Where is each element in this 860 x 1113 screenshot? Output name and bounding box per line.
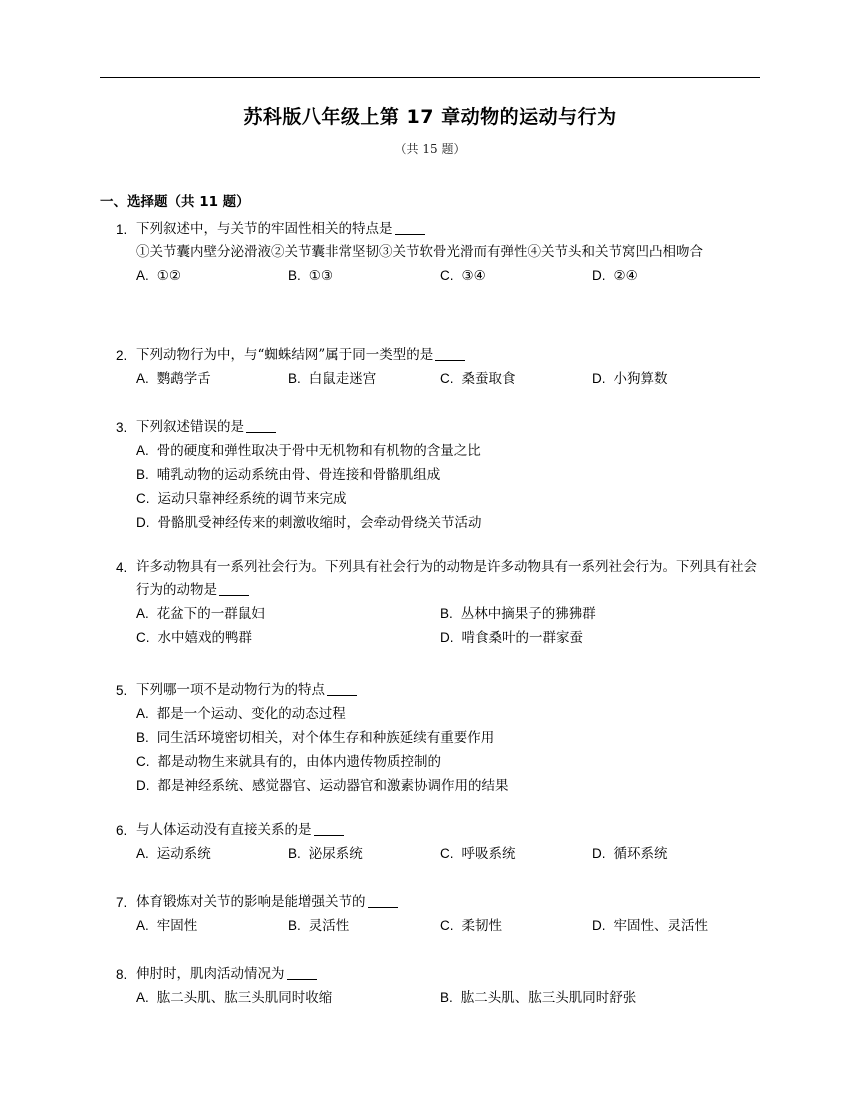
question-stem: 伸肘时，肌肉活动情况为 xyxy=(136,966,285,982)
option-b: B. 哺乳动物的运动系统由骨、骨连接和骨骼肌组成 xyxy=(136,467,441,483)
page-subtitle: （共 15 题） xyxy=(394,142,466,156)
option-d: D. 都是神经系统、感觉器官、运动器官和激素协调作用的结果 xyxy=(136,778,509,794)
header-rule xyxy=(100,77,760,78)
answer-blank xyxy=(395,220,425,235)
question-number: 3. xyxy=(116,420,128,435)
question-stem: 下列哪一项不是动物行为的特点 xyxy=(136,682,325,698)
option-a: A. 肱二头肌、肱三头肌同时收缩 xyxy=(136,990,333,1006)
question-6 xyxy=(116,819,766,866)
section-heading: 一、选择题（共 11 题） xyxy=(100,194,250,210)
option-a: A. 花盆下的一群鼠妇 xyxy=(136,606,265,622)
question-statements: ①关节囊内壁分泌滑液②关节囊非常坚韧③关节软骨光滑而有弹性④关节头和关节窝凹凸相吻合 xyxy=(136,244,703,260)
option-d: D. ②④ xyxy=(592,268,638,284)
option-d: D. 小狗算数 xyxy=(592,371,668,387)
option-d: D. 牢固性、灵活性 xyxy=(592,918,708,934)
question-2 xyxy=(116,344,766,391)
question-number: 6. xyxy=(116,823,128,838)
question-number: 2. xyxy=(116,348,128,363)
option-d: D. 啃食桑叶的一群家蚕 xyxy=(440,630,583,646)
option-b: B. 灵活性 xyxy=(288,918,350,934)
option-c: C. 呼吸系统 xyxy=(440,846,516,862)
answer-blank xyxy=(287,965,317,980)
question-7 xyxy=(116,891,766,938)
option-a: A. 都是一个运动、变化的动态过程 xyxy=(136,706,346,722)
option-a: A. 鹦鹉学舌 xyxy=(136,371,211,387)
question-stem: 下列叙述错误的是 xyxy=(136,419,244,435)
answer-blank xyxy=(219,581,249,596)
option-a: A. ①② xyxy=(136,268,181,284)
option-c: C. ③④ xyxy=(440,268,486,284)
question-4 xyxy=(116,556,766,650)
option-a: A. 骨的硬度和弹性取决于骨中无机物和有机物的含量之比 xyxy=(136,443,481,459)
option-b: B. ①③ xyxy=(288,268,333,284)
option-a: A. 运动系统 xyxy=(136,846,211,862)
answer-blank xyxy=(435,346,465,361)
question-number: 4. xyxy=(116,560,128,575)
question-number: 8. xyxy=(116,967,128,982)
question-stem: 体育锻炼对关节的影响是能增强关节的 xyxy=(136,894,366,910)
question-stem: 与人体运动没有直接关系的是 xyxy=(136,822,312,838)
question-1 xyxy=(116,218,766,288)
question-3 xyxy=(116,416,766,535)
option-d: D. 循环系统 xyxy=(592,846,668,862)
question-8 xyxy=(116,963,766,1010)
option-c: C. 柔韧性 xyxy=(440,918,502,934)
question-stem: 下列动物行为中，与“蜘蛛结网”属于同一类型的是 xyxy=(136,347,434,363)
option-c: C. 水中嬉戏的鸭群 xyxy=(136,630,252,646)
question-number: 1. xyxy=(116,222,128,237)
question-number: 7. xyxy=(116,895,128,910)
option-c: C. 都是动物生来就具有的，由体内遗传物质控制的 xyxy=(136,754,441,770)
option-b: B. 同生活环境密切相关，对个体生存和种族延续有重要作用 xyxy=(136,730,495,746)
answer-blank xyxy=(314,821,344,836)
option-c: C. 运动只靠神经系统的调节来完成 xyxy=(136,491,347,507)
option-b: B. 肱二头肌、肱三头肌同时舒张 xyxy=(440,990,637,1006)
option-b: B. 丛林中摘果子的狒狒群 xyxy=(440,606,596,622)
option-c: C. 桑蚕取食 xyxy=(440,371,516,387)
option-b: B. 泌尿系统 xyxy=(288,846,363,862)
question-number: 5. xyxy=(116,683,128,698)
page-title: 苏科版八年级上第 17 章动物的运动与行为 xyxy=(243,106,617,128)
option-b: B. 白鼠走迷宫 xyxy=(288,371,377,387)
option-a: A. 牢固性 xyxy=(136,918,198,934)
answer-blank xyxy=(246,418,276,433)
question-5 xyxy=(116,679,766,798)
answer-blank xyxy=(368,893,398,908)
question-stem: 下列叙述中，与关节的牢固性相关的特点是 xyxy=(136,221,393,237)
option-d: D. 骨骼肌受神经传来的刺激收缩时，会牵动骨绕关节活动 xyxy=(136,515,482,531)
answer-blank xyxy=(327,681,357,696)
question-stem: 许多动物具有一系列社会行为。下列具有社会行为的动物是许多动物具有一系列社会行为。下列具有社会行为的动物是 xyxy=(136,559,757,598)
